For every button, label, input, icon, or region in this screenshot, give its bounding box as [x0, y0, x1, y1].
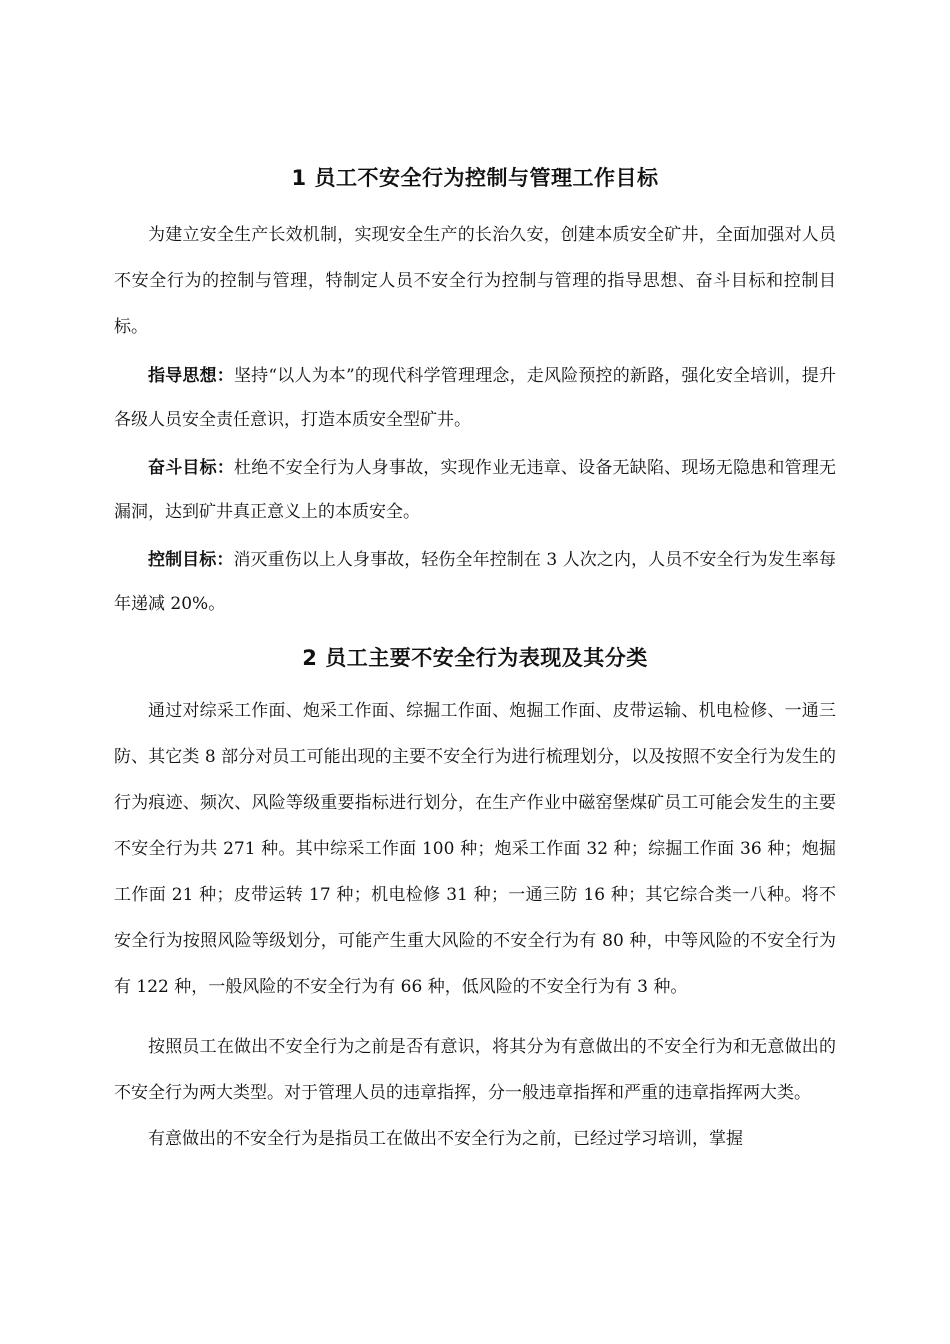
struggle-goal-label: 奋斗目标： [148, 458, 235, 478]
control-goal-label: 控制目标： [148, 550, 234, 570]
section-2-heading: 2 员工主要不安全行为表现及其分类 [302, 646, 648, 670]
control-goal-paragraph [114, 538, 836, 626]
section-1-heading: 1 员工不安全行为控制与管理工作目标 [291, 166, 659, 190]
section-1-intro-paragraph: 为建立安全生产长效机制，实现安全生产的长治久安，创建本质安全矿井，全面加强对人员不安全行为的控制与管理，特制定人员不安全行为控制与管理的指导思想、奋斗目标和控制目标。 [114, 225, 836, 337]
control-goal-text: 消灭重伤以上人身事故，轻伤全年控制在 3 人次之内，人员不安全行为发生率每年递减 20%。 [114, 550, 836, 614]
struggle-goal-text: 杜绝不安全行为人身事故，实现作业无违章、设备无缺陷、现场无隐患和管理无漏洞，达到矿井真正意义上的本质安全。 [114, 458, 837, 522]
document-page [114, 150, 836, 1162]
section-2-paragraph-2: 按照员工在做出不安全行为之前是否有意识，将其分为有意做出的不安全行为和无意做出的不安全行为两大类型。对于管理人员的违章指挥，分一般违章指挥和严重的违章指挥两大类。 [114, 1037, 836, 1103]
guiding-thought-label: 指导思想： [148, 366, 234, 386]
guiding-thought-text: 坚持“以人为本”的现代科学管理理念，走风险预控的新路，强化安全培训，提升各级人员安全责任意识，打造本质安全型矿井。 [114, 366, 836, 430]
section-2-paragraph-1: 通过对综采工作面、炮采工作面、综掘工作面、炮掘工作面、皮带运输、机电检修、一通三防、其它类 8 部分对员工可能出现的主要不安全行为进行梳理划分，以及按照不安全行为发生的行为痕迹、频次、风险等级重要指标进行划分，在生产作业中磁窑堡煤矿员工可能会发生的主要不安全行为共 271 种。其中综采工作面 100 种；炮采工作面 32 种；综掘工作面 36 种；炮掘工作面 21 种；皮带运转 17 种；机电检修 31 种；一通三防 16 种；其它综合类一八种。将不安全行为按照风险等级划分，可能产生重大风险的不安全行为有 80 种，中等风险的不安全行为有 122 种，一般风险的不安全行为有 66 种，低风险的不安全行为有 3 种。 [114, 701, 836, 997]
guiding-thought-paragraph [114, 354, 836, 442]
section-2-paragraph-3: 有意做出的不安全行为是指员工在做出不安全行为之前，已经过学习培训，掌握 [148, 1129, 743, 1149]
struggle-goal-paragraph [114, 446, 836, 534]
